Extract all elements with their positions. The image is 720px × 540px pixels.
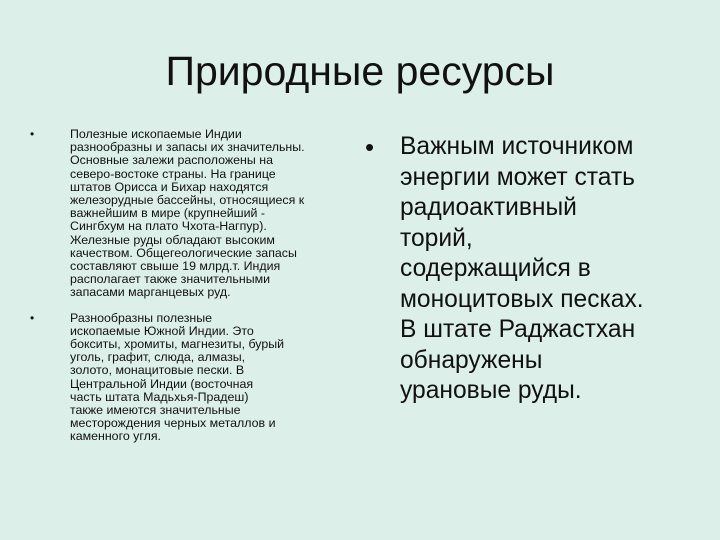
left-bullet-text-1 [70, 128, 360, 300]
bullet-dot: • [30, 310, 35, 325]
text-line: торий, [400, 224, 473, 252]
right-bullet-item [365, 132, 710, 407]
left-column [30, 128, 360, 456]
text-line: располагает также значительными [70, 272, 271, 287]
text-line: каменного угля. [70, 429, 161, 444]
right-bullet-text [400, 132, 710, 407]
text-line: штатов Орисса и Бихар находятся [70, 179, 269, 194]
text-line: также имеются значительные [70, 403, 241, 418]
text-line: качеством. Общегеологические запасы [70, 245, 297, 260]
right-column [365, 132, 710, 407]
text-line: обнаружены [400, 346, 543, 374]
text-line: составляют свыше 19 млрд.т. Индия [70, 259, 281, 274]
text-line: содержащийся в [400, 255, 591, 282]
text-line: моноцитовых песках. [400, 285, 644, 313]
text-line: Центральной Индии (восточная [70, 376, 254, 391]
text-line: радиоактивный [400, 194, 577, 221]
text-line: Важным источником [400, 133, 634, 160]
text-line: разнообразны и запасы их значительны. [70, 140, 305, 155]
text-line: Железные руды обладают высоким [70, 232, 275, 247]
text-line: часть штата Мадьхья-Прадеш) [70, 389, 249, 404]
text-line: В штате Раджастхан [400, 316, 636, 343]
text-line: важнейшим в мире (крупнейший - [70, 206, 266, 221]
left-bullet-text-2 [70, 312, 360, 444]
text-line: месторождения черных металлов и [70, 416, 276, 431]
text-line: Полезные ископаемые Индии [70, 127, 242, 141]
text-line: Сингбхум на плато Чхота-Нагпур). [70, 219, 267, 234]
text-line: уголь, графит, слюда, алмазы, [70, 350, 246, 365]
left-bullet-list [30, 128, 360, 444]
text-line: запасами марганцевых руд. [70, 285, 231, 300]
text-line: бокситы, хромиты, магнезиты, бурый [70, 337, 285, 352]
text-line: Основные залежи расположены на [70, 153, 273, 168]
left-bullet-item-2 [30, 312, 360, 444]
slide-title: Природные ресурсы [165, 48, 555, 94]
text-line: энергии может стать [400, 163, 635, 191]
left-bullet-item-1 [30, 128, 360, 300]
text-line: урановые руды. [400, 377, 582, 404]
text-line: северо-востоке страны. На границе [70, 166, 276, 181]
text-line: Разнообразны полезные [70, 310, 213, 325]
right-bullet-list [365, 132, 710, 407]
text-line: ископаемые Южной Индии. Это [70, 323, 254, 338]
bullet-dot: • [30, 127, 35, 141]
text-line: золото, монацитовые пески. В [70, 363, 245, 378]
bullet-dot: • [365, 132, 375, 162]
text-line: железорудные бассейны, относящиеся к [70, 193, 305, 208]
